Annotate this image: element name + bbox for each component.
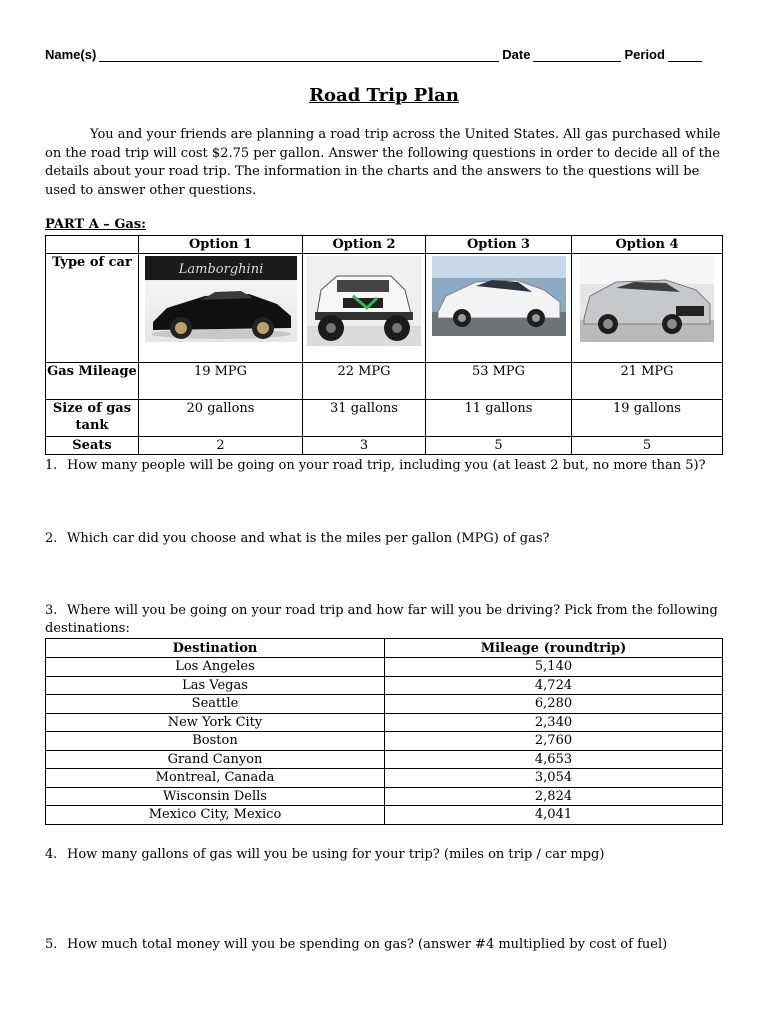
car-options-table <box>45 235 723 455</box>
destination-cell: Seattle <box>46 695 385 714</box>
column-header: Option 1 <box>139 236 303 254</box>
seats-cell: 5 <box>572 437 723 455</box>
mileage-cell: 4,653 <box>385 750 723 769</box>
destination-cell: Mexico City, Mexico <box>46 806 385 825</box>
table-header-row <box>46 236 723 254</box>
car-image-cell <box>572 254 723 363</box>
tank-cell: 11 gallons <box>426 400 572 437</box>
header-line <box>45 47 725 62</box>
mileage-cell: 53 MPG <box>426 363 572 400</box>
question-3 <box>45 602 725 638</box>
column-header: Mileage (roundtrip) <box>385 639 723 658</box>
destination-cell: New York City <box>46 713 385 732</box>
table-row <box>46 769 723 788</box>
question-1 <box>45 457 725 475</box>
table-row <box>46 437 723 455</box>
question-text: Which car did you choose and what is the miles per gallon (MPG) of gas? <box>67 531 550 546</box>
corner-cell <box>46 236 139 254</box>
mileage-cell: 2,824 <box>385 787 723 806</box>
question-text: How much total money will you be spending on gas? (answer #4 multiplied by cost of fuel) <box>67 937 668 952</box>
mileage-cell: 6,280 <box>385 695 723 714</box>
destinations-table <box>45 638 723 825</box>
lamborghini-logo-text: Lamborghini <box>178 262 263 277</box>
table-row <box>46 806 723 825</box>
question-number: 4. <box>45 847 58 862</box>
white-prius-photo <box>432 256 566 336</box>
destination-cell: Las Vegas <box>46 676 385 695</box>
question-number: 2. <box>45 531 58 546</box>
mileage-cell: 4,041 <box>385 806 723 825</box>
table-row <box>46 750 723 769</box>
destination-cell: Grand Canyon <box>46 750 385 769</box>
table-row <box>46 713 723 732</box>
mileage-cell: 21 MPG <box>572 363 723 400</box>
row-label: Gas Mileage <box>46 363 139 400</box>
seats-cell: 3 <box>303 437 426 455</box>
mileage-cell: 2,340 <box>385 713 723 732</box>
car-image-cell <box>426 254 572 363</box>
destination-cell: Boston <box>46 732 385 751</box>
white-lifted-truck-photo <box>307 256 421 346</box>
page-title: Road Trip Plan <box>309 85 459 106</box>
destination-cell: Montreal, Canada <box>46 769 385 788</box>
table-row <box>46 695 723 714</box>
mileage-cell: 4,724 <box>385 676 723 695</box>
table-row <box>46 732 723 751</box>
car-image-cell <box>139 254 303 363</box>
period-label: Period <box>624 47 665 62</box>
name-label: Name(s) <box>45 47 97 62</box>
mileage-cell: 2,760 <box>385 732 723 751</box>
question-number: 3. <box>45 603 58 618</box>
table-row <box>46 400 723 437</box>
question-text: How many people will be going on your road trip, including you (at least 2 but, no more than 5)? <box>67 458 706 473</box>
question-text: How many gallons of gas will you be using for your trip? (miles on trip / car mpg) <box>67 847 605 862</box>
table-row <box>46 676 723 695</box>
name-blank <box>99 49 499 62</box>
tank-cell: 19 gallons <box>572 400 723 437</box>
mileage-cell: 22 MPG <box>303 363 426 400</box>
intro-paragraph <box>45 126 725 200</box>
seats-cell: 2 <box>139 437 303 455</box>
period-blank <box>668 49 702 62</box>
date-blank <box>533 49 621 62</box>
question-number: 5. <box>45 937 58 952</box>
black-lamborghini-photo <box>145 256 297 342</box>
column-header: Destination <box>46 639 385 658</box>
seats-cell: 5 <box>426 437 572 455</box>
table-row <box>46 787 723 806</box>
column-header: Option 3 <box>426 236 572 254</box>
mileage-cell: 5,140 <box>385 658 723 677</box>
question-5 <box>45 936 725 954</box>
table-row <box>46 658 723 677</box>
table-header-row <box>46 639 723 658</box>
destination-cell: Los Angeles <box>46 658 385 677</box>
mileage-cell: 3,054 <box>385 769 723 788</box>
destination-cell: Wisconsin Dells <box>46 787 385 806</box>
question-2 <box>45 530 725 548</box>
row-label: Size of gas tank <box>46 400 139 437</box>
question-number: 1. <box>45 458 58 473</box>
table-row <box>46 363 723 400</box>
question-text: Where will you be going on your road trip and how far will you be driving? Pick from the following destinations: <box>45 603 718 636</box>
column-header: Option 2 <box>303 236 426 254</box>
table-row <box>46 254 723 363</box>
tank-cell: 20 gallons <box>139 400 303 437</box>
mileage-cell: 19 MPG <box>139 363 303 400</box>
row-label: Seats <box>46 437 139 455</box>
silver-audi-photo <box>580 256 714 342</box>
intro-text: You and your friends are planning a road trip across the United States. All gas purchased while on the road trip will cost $2.75 per gallon. Answer the following questions in order to decide all of the details about your road trip. The information in the charts and the answers to the questions will be used to answer other questions. <box>45 127 721 198</box>
car-image-cell <box>303 254 426 363</box>
tank-cell: 31 gallons <box>303 400 426 437</box>
row-label: Type of car <box>46 254 139 363</box>
question-4 <box>45 846 725 864</box>
date-label: Date <box>502 47 531 62</box>
column-header: Option 4 <box>572 236 723 254</box>
part-a-label: PART A – Gas: <box>45 217 146 232</box>
